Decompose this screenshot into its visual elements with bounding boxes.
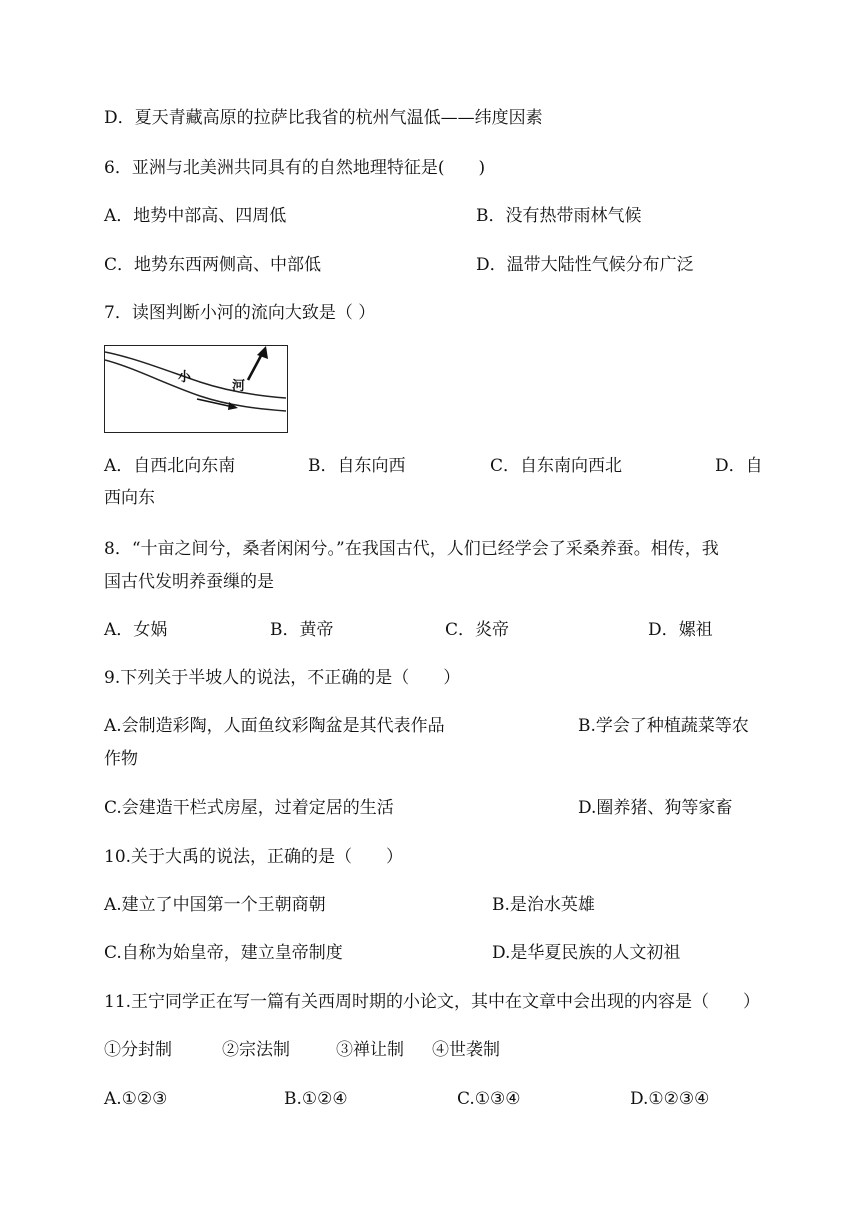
q6-option-a: A．地势中部高、四周低 [104,206,287,226]
q10-stem: 10.关于大禹的说法，正确的是（ ） [104,847,404,867]
river-label-he: 河 [232,379,246,394]
q11-option-b: B.①②④ [284,1089,348,1109]
q7-option-a: A．自西北向东南 [104,456,236,476]
q9-option-b-wrap: 作物 [104,749,138,769]
q7-option-d: D．自 [715,456,763,476]
q7-option-b: B．自东向西 [308,456,406,476]
q11-option-d: D.①②③④ [630,1089,710,1109]
q11-item-2: ②宗法制 [222,1040,290,1060]
q7-stem: 7．读图判断小河的流向大致是（ ） [104,303,376,323]
q11-item-1: ①分封制 [104,1040,172,1060]
river-label-xiao: 小 [178,370,192,385]
river-figure [104,345,288,433]
q6-option-b: B．没有热带雨林气候 [476,206,642,226]
q9-option-a: A.会制造彩陶，人面鱼纹彩陶盆是其代表作品 [104,716,445,736]
q7-option-c: C．自东南向西北 [490,456,623,476]
q8-stem-line1: 8．“十亩之间兮，桑者闲闲兮。”在我国古代，人们已经学会了采桑养蚕。相传，我 [104,539,719,559]
q8-stem-line2: 国古代发明养蚕缫的是 [104,572,274,592]
q9-option-c: C.会建造干栏式房屋，过着定居的生活 [104,798,394,818]
q9-stem: 9.下列关于半坡人的说法，不正确的是（ ） [104,668,461,688]
q8-option-c: C．炎帝 [445,620,510,640]
q10-option-a: A.建立了中国第一个王朝商朝 [104,895,326,915]
q8-option-b: B．黄帝 [270,620,334,640]
q6-stem: 6．亚洲与北美洲共同具有的自然地理特征是( ) [104,158,486,178]
q11-item-4: ④世袭制 [432,1040,500,1060]
q10-option-c: C.自称为始皇帝，建立皇帝制度 [104,943,343,963]
q9-option-d: D.圈养猪、狗等家畜 [578,798,733,818]
q7-option-d-wrap: 西向东 [104,488,155,508]
q9-option-b: B.学会了种植蔬菜等农 [578,716,749,736]
q11-stem: 11.王宁同学正在写一篇有关西周时期的小论文，其中在文章中会出现的内容是（ ） [104,992,761,1012]
q6-option-c: C．地势东西两侧高、中部低 [104,255,322,275]
river-map-svg [105,346,286,431]
q10-option-d: D.是华夏民族的人文初祖 [492,943,681,963]
q11-option-c: C.①③④ [457,1089,521,1109]
q8-option-d: D．嫘祖 [648,620,713,640]
q8-option-a: A．女娲 [104,620,168,640]
q6-option-d: D．温带大陆性气候分布广泛 [476,255,694,275]
q5-option-d: D．夏天青藏高原的拉萨比我省的杭州气温低——纬度因素 [104,108,543,128]
q10-option-b: B.是治水英雄 [492,895,595,915]
q11-item-3: ③禅让制 [336,1040,404,1060]
q11-option-a: A.①②③ [104,1089,168,1109]
